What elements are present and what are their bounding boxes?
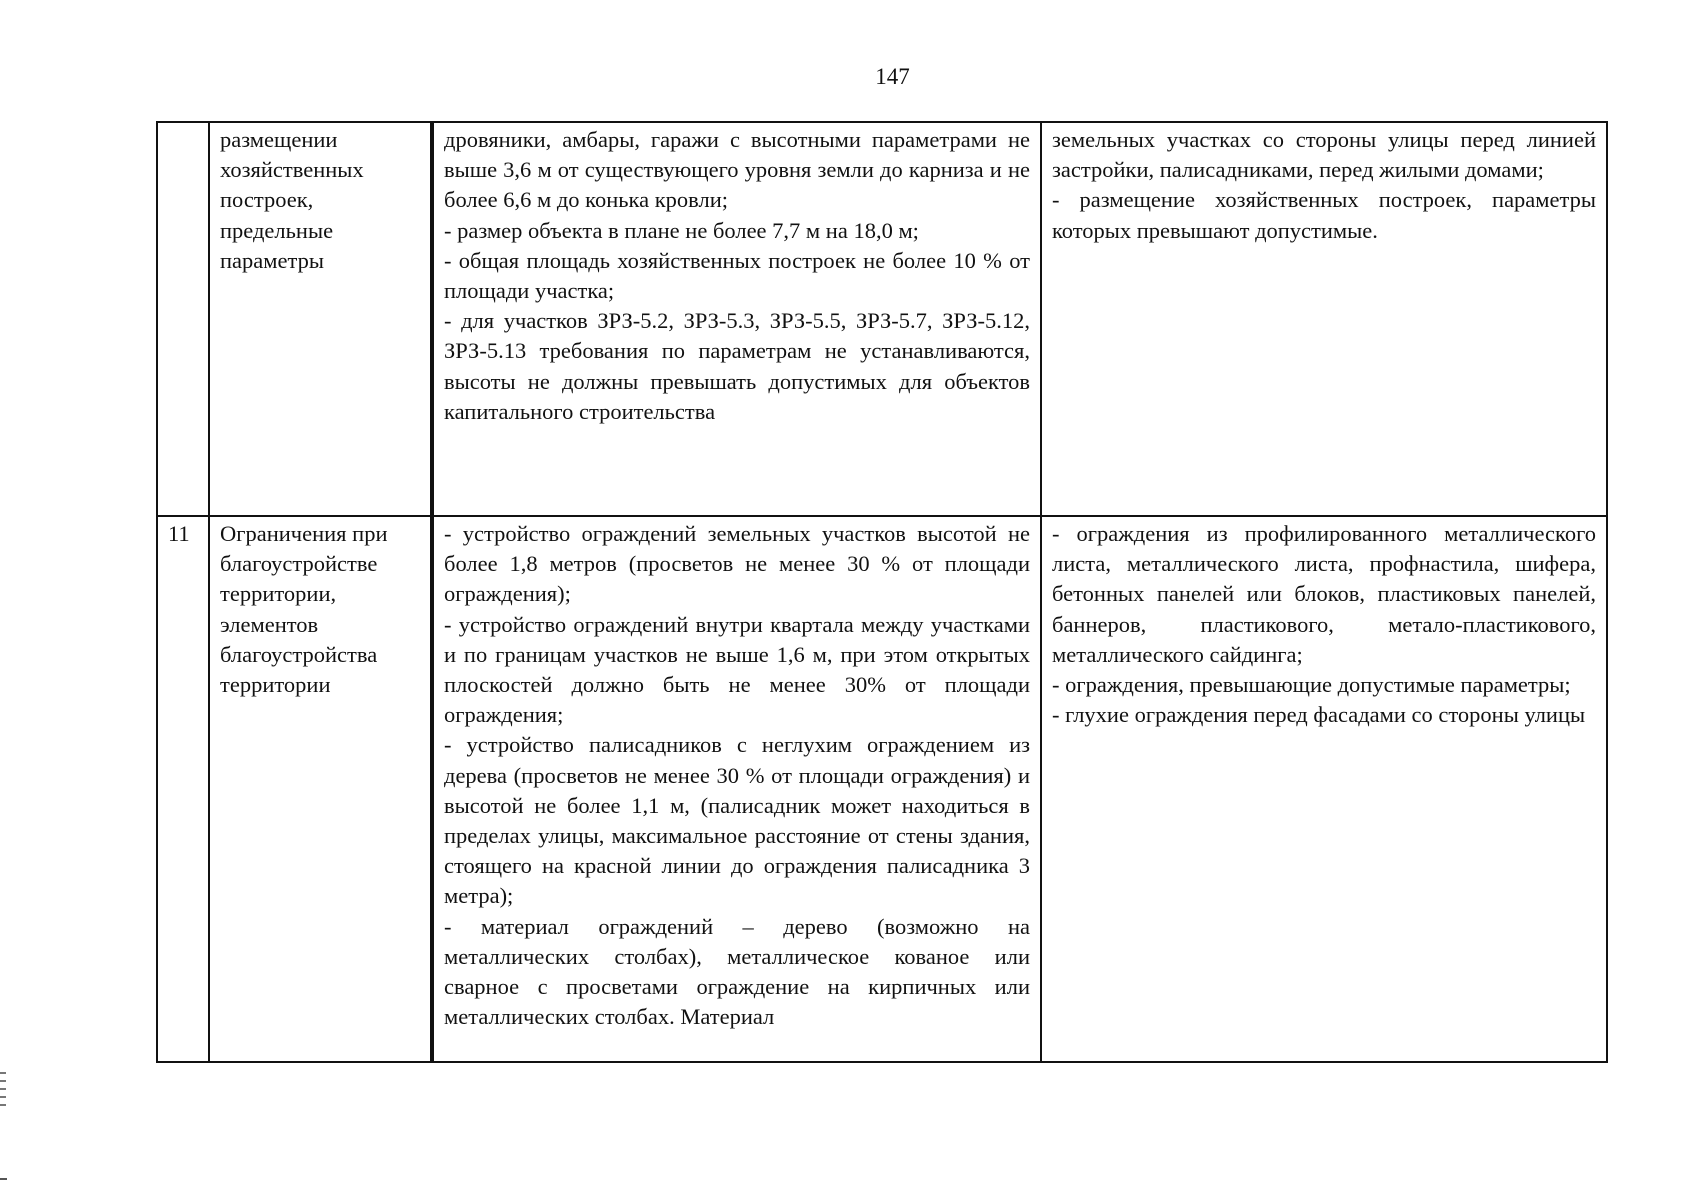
row-name: Ограничения при благоустройстве территории, элементов благоустройства территории xyxy=(209,516,432,1062)
prohibited-item: - размещение хозяйственных построек, параметры которых превышают допустимые. xyxy=(1052,187,1596,243)
scan-margin-dash xyxy=(0,1178,7,1180)
prohibited-cell xyxy=(1041,122,1607,516)
scan-margin-marks xyxy=(0,1072,6,1112)
allowed-item: - устройство палисадников с неглухим ограждением из дерева (просветов не менее 30 % от площади ограждения) и высотой не более 1,1 м, (палисадник может находиться в пределах улицы, максимальное расстояние от стены здания, стоящего на красной линии до ограждения палисадника 3 метра); xyxy=(444,732,1030,909)
prohibited-item: земельных участках со стороны улицы перед линией застройки, палисадниками, перед жилыми домами; xyxy=(1052,127,1596,183)
prohibited-item: - ограждения из профилированного металлического листа, металлического листа, профнастила, шифера, бетонных панелей или блоков, пластиковых панелей, баннеров, пластикового, метало-пластикового, металлического сайдинга; xyxy=(1052,521,1596,667)
allowed-item: - устройство ограждений земельных участков высотой не более 1,8 метров (просветов не менее 30 % от площади ограждения); xyxy=(444,521,1030,607)
allowed-item: - размер объекта в плане не более 7,7 м на 18,0 м; xyxy=(444,217,919,243)
regulations-table xyxy=(156,121,1608,1063)
row-name: размещении хозяйственных построек, предельные параметры xyxy=(209,122,432,516)
row-number xyxy=(157,122,209,516)
table-row xyxy=(157,516,1607,1062)
allowed-item: - общая площадь хозяйственных построек не более 10 % от площади участка; xyxy=(444,247,1030,304)
prohibited-cell xyxy=(1041,516,1607,1062)
allowed-cell xyxy=(432,122,1041,516)
allowed-item: - устройство ограждений внутри квартала между участками и по границам участков не выше 1,6 м, при этом открытых плоскостей должно быть не менее 30% от площади ограждения; xyxy=(444,611,1030,728)
prohibited-item: - ограждения, превышающие допустимые параметры; xyxy=(1052,672,1571,698)
table-row xyxy=(157,122,1607,516)
prohibited-item: - глухие ограждения перед фасадами со стороны улицы xyxy=(1052,702,1586,728)
row-number: 11 xyxy=(157,516,209,1062)
page-number: 147 xyxy=(875,64,910,89)
allowed-item: дровяники, амбары, гаражи с высотными параметрами не выше 3,6 м от существующего уровня земли до карниза и не более 6,6 м до конька кровли; xyxy=(444,127,1030,213)
allowed-item: - для участков ЗРЗ-5.2, ЗРЗ-5.3, ЗРЗ-5.5, ЗРЗ-5.7, ЗРЗ-5.12, ЗРЗ-5.13 требования по параметрам не устанавливаются, высоты не должны превышать допустимых для объектов капитального строительства xyxy=(444,308,1030,424)
allowed-item: - материал ограждений – дерево (возможно на металлических столбах), металлическое кованое или сварное с просветами ограждение на кирпичных или металлических столбах. Материал xyxy=(444,913,1030,1030)
allowed-cell xyxy=(432,516,1041,1062)
